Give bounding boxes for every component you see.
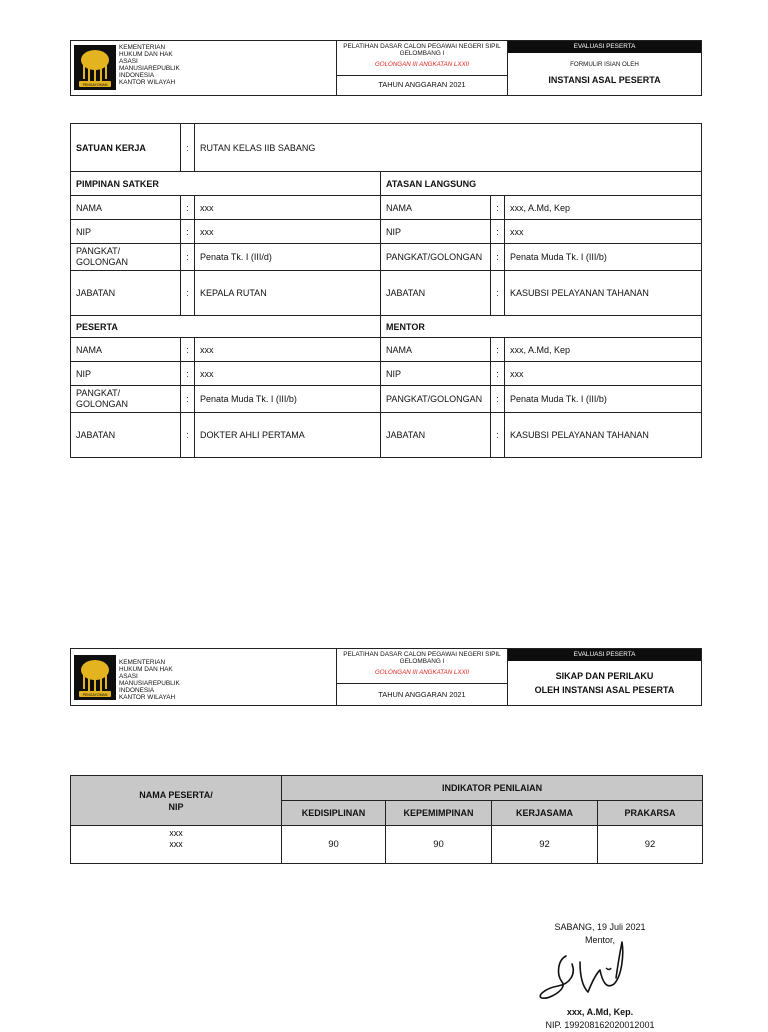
signer-name: xxx, A.Md, Kep. bbox=[566, 1007, 634, 1017]
evaluasi-bar: EVALUASI PESERTA bbox=[508, 649, 701, 661]
indikator-header: INDIKATOR PENILAIAN bbox=[282, 776, 703, 801]
mentor-nip: xxx bbox=[505, 362, 702, 386]
col-prakarsa: PRAKARSA bbox=[598, 801, 703, 826]
table-row: PANGKAT/ GOLONGAN : Penata Muda Tk. I (III/b) PANGKAT/GOLONGAN : Penata Muda Tk. I (III/b) bbox=[71, 386, 702, 413]
score-prakarsa: 92 bbox=[598, 826, 703, 864]
ministry-logo bbox=[74, 655, 116, 700]
score-kepemimpinan: 90 bbox=[386, 826, 492, 864]
table-row: NAMA : xxx NAMA : xxx, A.Md, Kep bbox=[71, 338, 702, 362]
atasan-heading: ATASAN LANGSUNG bbox=[381, 172, 702, 196]
peserta-nama: xxx bbox=[195, 338, 381, 362]
table-row: NAMA : xxx NAMA : xxx, A.Md, Kep bbox=[71, 196, 702, 220]
evaluasi-bar: EVALUASI PESERTA bbox=[508, 41, 701, 53]
pengayoman-icon bbox=[74, 655, 116, 700]
section-heading-row bbox=[71, 316, 702, 338]
pengayoman-icon bbox=[74, 45, 116, 90]
tahun-anggaran: TAHUN ANGGARAN 2021 bbox=[378, 690, 466, 699]
formulir-label: FORMULIR ISIAN OLEH bbox=[570, 61, 639, 68]
ministry-cell bbox=[71, 649, 337, 705]
ministry-cell bbox=[71, 41, 337, 95]
program-title: PELATIHAN DASAR CALON PEGAWAI NEGERI SIPIL GELOMBANG I bbox=[343, 651, 501, 666]
score-kedisiplinan: 90 bbox=[282, 826, 386, 864]
pimpinan-nip: xxx bbox=[195, 220, 381, 244]
col-kepemimpinan: KEPEMIMPINAN bbox=[386, 801, 492, 826]
ministry-logo bbox=[74, 45, 116, 90]
score-kerjasama: 92 bbox=[492, 826, 598, 864]
peserta-heading: PESERTA bbox=[71, 316, 381, 338]
section-heading-row bbox=[71, 172, 702, 196]
signature-icon bbox=[536, 934, 626, 1006]
golongan-label: GOLONGAN III ANGKATAN LXXII bbox=[374, 669, 470, 676]
tahun-anggaran: TAHUN ANGGARAN 2021 bbox=[378, 80, 466, 89]
mentor-pangkat: Penata Muda Tk. I (III/b) bbox=[505, 386, 702, 413]
mentor-nama: xxx, A.Md, Kep bbox=[505, 338, 702, 362]
satuan-kerja-label: SATUAN KERJA bbox=[71, 124, 181, 172]
sikap-title: SIKAP DAN PERILAKU bbox=[555, 671, 654, 681]
oleh-instansi-title: OLEH INSTANSI ASAL PESERTA bbox=[534, 685, 675, 695]
pimpinan-pangkat: Penata Tk. I (III/d) bbox=[195, 244, 381, 271]
satuan-kerja-value: RUTAN KELAS IIB SABANG bbox=[195, 124, 702, 172]
atasan-nip: xxx bbox=[505, 220, 702, 244]
svg-text:PENGAYOMAN: PENGAYOMAN bbox=[82, 83, 108, 87]
mentor-heading: MENTOR bbox=[381, 316, 702, 338]
place-date: SABANG, 19 Juli 2021 bbox=[554, 922, 646, 932]
program-cell bbox=[337, 649, 508, 705]
table-row: NIP : xxx NIP : xxx bbox=[71, 220, 702, 244]
mentor-jabatan: KASUBSI PELAYANAN TAHANAN bbox=[505, 413, 702, 458]
peserta-jabatan: DOKTER AHLI PERTAMA bbox=[195, 413, 381, 458]
pimpinan-heading: PIMPINAN SATKER bbox=[71, 172, 381, 196]
table-row: PANGKAT/ GOLONGAN : Penata Tk. I (III/d) PANGKAT/GOLONGAN : Penata Muda Tk. I (III/b) bbox=[71, 244, 702, 271]
pimpinan-nama: xxx bbox=[195, 196, 381, 220]
signer-nip: NIP. 199208162020012001 bbox=[545, 1020, 655, 1030]
table-row: JABATAN : KEPALA RUTAN JABATAN : KASUBSI PELAYANAN TAHANAN bbox=[71, 271, 702, 316]
table-row bbox=[71, 826, 703, 864]
atasan-nama: xxx, A.Md, Kep bbox=[505, 196, 702, 220]
pimpinan-jabatan: KEPALA RUTAN bbox=[195, 271, 381, 316]
score-table bbox=[70, 775, 703, 864]
table-row: NIP : xxx NIP : xxx bbox=[71, 362, 702, 386]
col-nama-header: NAMA PESERTA/ NIP bbox=[71, 776, 282, 826]
evaluasi-cell bbox=[508, 649, 701, 705]
ministry-name: KEMENTERIAN HUKUM DAN HAK ASASI MANUSIAREPUBLIK INDONESIA KANTOR WILAYAH bbox=[119, 44, 180, 86]
program-title: PELATIHAN DASAR CALON PEGAWAI NEGERI SIPIL GELOMBANG I bbox=[343, 43, 501, 58]
signer-block bbox=[500, 1006, 700, 1032]
satuan-kerja-row: SATUAN KERJA : RUTAN KELAS IIB SABANG bbox=[71, 124, 702, 172]
form-header bbox=[70, 40, 702, 96]
program-cell bbox=[337, 41, 508, 95]
ministry-name: KEMENTERIAN HUKUM DAN HAK ASASI MANUSIAREPUBLIK INDONESIA KANTOR WILAYAH bbox=[119, 659, 180, 701]
peserta-nip: xxx bbox=[195, 362, 381, 386]
participant-info-table bbox=[70, 123, 702, 458]
col-kedisiplinan: KEDISIPLINAN bbox=[282, 801, 386, 826]
atasan-jabatan: KASUBSI PELAYANAN TAHANAN bbox=[505, 271, 702, 316]
peserta-pangkat: Penata Muda Tk. I (III/b) bbox=[195, 386, 381, 413]
golongan-label: GOLONGAN III ANGKATAN LXXII bbox=[374, 61, 470, 68]
table-row: JABATAN : DOKTER AHLI PERTAMA JABATAN : KASUBSI PELAYANAN TAHANAN bbox=[71, 413, 702, 458]
atasan-pangkat: Penata Muda Tk. I (III/b) bbox=[505, 244, 702, 271]
signer-role: Mentor, bbox=[584, 935, 615, 945]
col-kerjasama: KERJASAMA bbox=[492, 801, 598, 826]
evaluasi-cell bbox=[508, 41, 701, 95]
form-header-2 bbox=[70, 648, 702, 706]
svg-text:PENGAYOMAN: PENGAYOMAN bbox=[82, 693, 108, 697]
peserta-identity: xxx xxx bbox=[71, 826, 282, 864]
instansi-label: INSTANSI ASAL PESERTA bbox=[548, 75, 661, 85]
